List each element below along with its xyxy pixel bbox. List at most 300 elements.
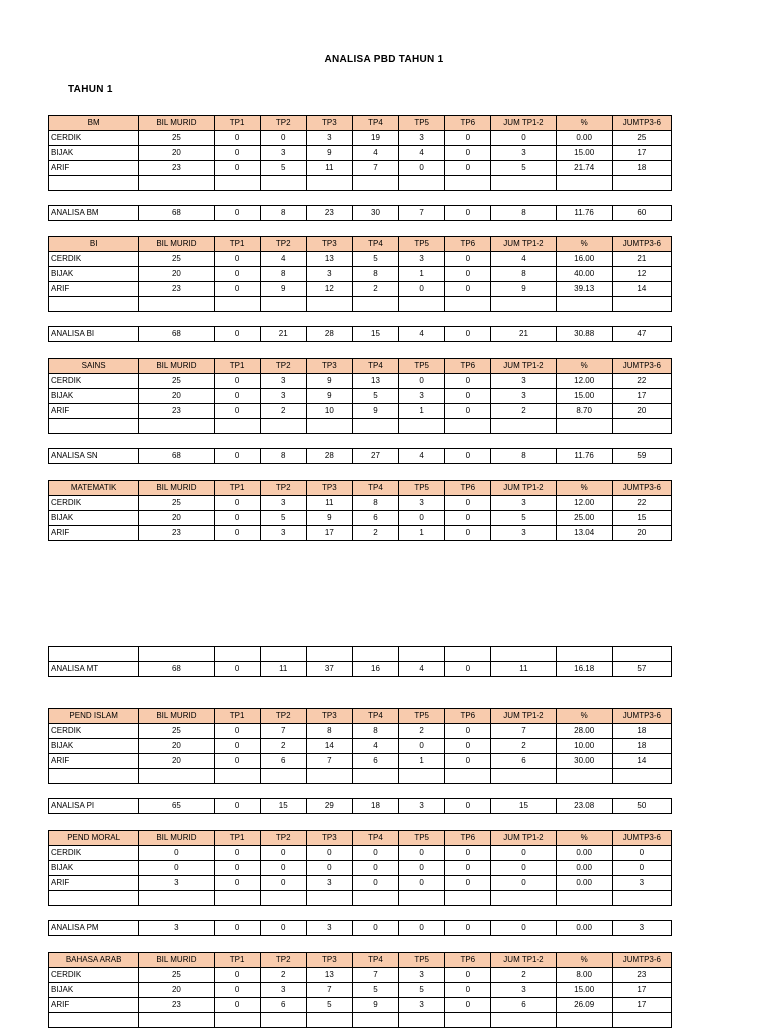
value-cell: 0 xyxy=(260,131,306,146)
subject-table-matematik-analisa xyxy=(48,646,672,677)
value-cell: 11.76 xyxy=(556,206,612,221)
table-row xyxy=(49,526,672,541)
value-cell: 12.00 xyxy=(556,496,612,511)
value-cell: 2 xyxy=(260,404,306,419)
value-cell: 4 xyxy=(352,146,398,161)
subject-table-bm xyxy=(48,115,672,221)
value-cell: 15 xyxy=(352,327,398,342)
analisa-row xyxy=(49,206,672,221)
value-cell: 6 xyxy=(352,511,398,526)
value-cell: 21 xyxy=(612,252,671,267)
value-cell: 9 xyxy=(352,998,398,1013)
column-header-cell: JUM TP1-2 xyxy=(491,359,556,374)
value-cell: 0.00 xyxy=(556,846,612,861)
column-header-cell: TP2 xyxy=(260,953,306,968)
value-cell: 5 xyxy=(352,983,398,998)
value-cell: 5 xyxy=(352,252,398,267)
blank-row xyxy=(49,891,672,906)
value-cell: 3 xyxy=(399,799,445,814)
value-cell: 8.00 xyxy=(556,968,612,983)
value-cell: 8 xyxy=(352,496,398,511)
empty-cell xyxy=(306,1013,352,1028)
value-cell: 25 xyxy=(139,496,214,511)
column-header-cell: JUMTP3-6 xyxy=(612,831,671,846)
value-cell: 1 xyxy=(399,267,445,282)
value-cell: 6 xyxy=(491,998,556,1013)
table-row xyxy=(49,968,672,983)
empty-cell xyxy=(139,769,214,784)
value-cell: 8 xyxy=(260,267,306,282)
value-cell: 8.70 xyxy=(556,404,612,419)
value-cell: 0 xyxy=(214,739,260,754)
analisa-row xyxy=(49,449,672,464)
value-cell: 5 xyxy=(491,161,556,176)
empty-cell xyxy=(306,769,352,784)
row-label-cell: BIJAK xyxy=(49,511,139,526)
value-cell: 0 xyxy=(214,526,260,541)
value-cell: 15 xyxy=(612,511,671,526)
empty-cell xyxy=(352,891,398,906)
value-cell: 0 xyxy=(445,449,491,464)
value-cell: 6 xyxy=(260,754,306,769)
value-cell: 20 xyxy=(139,389,214,404)
empty-cell xyxy=(260,1013,306,1028)
empty-cell xyxy=(139,906,214,921)
value-cell: 1 xyxy=(399,526,445,541)
empty-cell xyxy=(214,434,260,449)
column-header-cell: JUMTP3-6 xyxy=(612,116,671,131)
value-cell: 8 xyxy=(491,267,556,282)
empty-cell xyxy=(445,647,491,662)
value-cell: 39.13 xyxy=(556,282,612,297)
value-cell: 17 xyxy=(612,998,671,1013)
empty-cell xyxy=(445,191,491,206)
value-cell: 0 xyxy=(260,861,306,876)
row-label-cell: ANALISA BI xyxy=(49,327,139,342)
column-header-cell: TP2 xyxy=(260,709,306,724)
empty-cell xyxy=(260,191,306,206)
column-header-cell: TP5 xyxy=(399,831,445,846)
value-cell: 0 xyxy=(214,374,260,389)
row-label-cell: ARIF xyxy=(49,526,139,541)
blank-row xyxy=(49,647,672,662)
value-cell: 22 xyxy=(612,374,671,389)
value-cell: 8 xyxy=(260,449,306,464)
empty-cell xyxy=(612,784,671,799)
value-cell: 9 xyxy=(306,511,352,526)
value-cell: 3 xyxy=(260,146,306,161)
blank-row xyxy=(49,297,672,312)
value-cell: 9 xyxy=(352,404,398,419)
value-cell: 3 xyxy=(491,146,556,161)
spacer-row xyxy=(49,906,672,921)
value-cell: 0 xyxy=(306,846,352,861)
value-cell: 4 xyxy=(399,449,445,464)
value-cell: 0 xyxy=(491,876,556,891)
row-label-cell: CERDIK xyxy=(49,968,139,983)
column-header-cell: TP4 xyxy=(352,237,398,252)
empty-cell xyxy=(352,434,398,449)
value-cell: 0 xyxy=(214,389,260,404)
table-row xyxy=(49,267,672,282)
column-header-cell: TP3 xyxy=(306,359,352,374)
empty-cell xyxy=(214,312,260,327)
empty-cell xyxy=(612,647,671,662)
value-cell: 9 xyxy=(260,282,306,297)
row-label-cell: BIJAK xyxy=(49,146,139,161)
value-cell: 0 xyxy=(214,282,260,297)
empty-cell xyxy=(306,891,352,906)
empty-cell xyxy=(556,906,612,921)
value-cell: 68 xyxy=(139,327,214,342)
empty-cell xyxy=(306,784,352,799)
value-cell: 11.76 xyxy=(556,449,612,464)
column-header-cell: TP2 xyxy=(260,481,306,496)
column-header-cell: BIL MURID xyxy=(139,481,214,496)
row-label-cell: ANALISA PI xyxy=(49,799,139,814)
column-header-cell: TP4 xyxy=(352,709,398,724)
value-cell: 3 xyxy=(399,131,445,146)
empty-cell xyxy=(139,784,214,799)
value-cell: 5 xyxy=(306,998,352,1013)
value-cell: 23.08 xyxy=(556,799,612,814)
value-cell: 3 xyxy=(260,496,306,511)
empty-cell xyxy=(612,906,671,921)
column-header-cell: TP5 xyxy=(399,953,445,968)
value-cell: 20 xyxy=(139,267,214,282)
empty-cell xyxy=(556,312,612,327)
value-cell: 0 xyxy=(352,921,398,936)
value-cell: 13 xyxy=(306,252,352,267)
value-cell: 0 xyxy=(399,846,445,861)
value-cell: 18 xyxy=(612,739,671,754)
value-cell: 3 xyxy=(399,496,445,511)
value-cell: 4 xyxy=(260,252,306,267)
value-cell: 0 xyxy=(445,739,491,754)
value-cell: 23 xyxy=(139,404,214,419)
value-cell: 0 xyxy=(445,724,491,739)
value-cell: 0 xyxy=(445,876,491,891)
value-cell: 0 xyxy=(214,983,260,998)
value-cell: 23 xyxy=(139,526,214,541)
empty-cell xyxy=(214,176,260,191)
column-header-cell: JUMTP3-6 xyxy=(612,953,671,968)
empty-cell xyxy=(445,297,491,312)
column-header-cell: TP1 xyxy=(214,359,260,374)
column-header-cell: TP3 xyxy=(306,237,352,252)
empty-cell xyxy=(49,891,139,906)
empty-cell xyxy=(352,297,398,312)
table-row xyxy=(49,161,672,176)
empty-cell xyxy=(214,769,260,784)
table-row xyxy=(49,846,672,861)
column-header-cell: TP6 xyxy=(445,953,491,968)
blank-row xyxy=(49,1013,672,1028)
empty-cell xyxy=(399,297,445,312)
column-header-cell: TP5 xyxy=(399,237,445,252)
value-cell: 3 xyxy=(139,876,214,891)
row-label-cell: ARIF xyxy=(49,404,139,419)
empty-cell xyxy=(399,784,445,799)
empty-cell xyxy=(214,891,260,906)
empty-cell xyxy=(306,906,352,921)
column-header-cell: JUM TP1-2 xyxy=(491,237,556,252)
value-cell: 0 xyxy=(399,876,445,891)
analisa-row xyxy=(49,327,672,342)
column-header-cell: BIL MURID xyxy=(139,237,214,252)
empty-cell xyxy=(491,312,556,327)
value-cell: 0 xyxy=(491,846,556,861)
value-cell: 50 xyxy=(612,799,671,814)
empty-cell xyxy=(612,176,671,191)
value-cell: 12 xyxy=(612,267,671,282)
spacer-row xyxy=(49,312,672,327)
value-cell: 3 xyxy=(399,389,445,404)
empty-cell xyxy=(445,434,491,449)
empty-cell xyxy=(399,434,445,449)
column-header-cell: % xyxy=(556,237,612,252)
column-header-cell: TP3 xyxy=(306,709,352,724)
value-cell: 40.00 xyxy=(556,267,612,282)
row-label-cell: BIJAK xyxy=(49,267,139,282)
value-cell: 29 xyxy=(306,799,352,814)
column-header-cell: TP3 xyxy=(306,831,352,846)
empty-cell xyxy=(139,647,214,662)
value-cell: 3 xyxy=(306,876,352,891)
row-label-cell: CERDIK xyxy=(49,724,139,739)
value-cell: 0 xyxy=(491,861,556,876)
table-header-row xyxy=(49,116,672,131)
empty-cell xyxy=(612,891,671,906)
value-cell: 0 xyxy=(214,511,260,526)
value-cell: 0 xyxy=(214,131,260,146)
table-row xyxy=(49,131,672,146)
value-cell: 4 xyxy=(491,252,556,267)
empty-cell xyxy=(556,434,612,449)
table-row xyxy=(49,496,672,511)
value-cell: 3 xyxy=(399,252,445,267)
subject-header-cell: PEND MORAL xyxy=(49,831,139,846)
value-cell: 4 xyxy=(399,146,445,161)
value-cell: 0 xyxy=(214,252,260,267)
empty-cell xyxy=(139,176,214,191)
value-cell: 6 xyxy=(491,754,556,769)
empty-cell xyxy=(445,419,491,434)
row-label-cell: CERDIK xyxy=(49,131,139,146)
value-cell: 21.74 xyxy=(556,161,612,176)
spacer-row xyxy=(49,434,672,449)
empty-cell xyxy=(49,419,139,434)
subject-table-bahasa-arab xyxy=(48,952,672,1028)
row-label-cell: CERDIK xyxy=(49,374,139,389)
table-row xyxy=(49,374,672,389)
value-cell: 0 xyxy=(399,921,445,936)
row-label-cell: ANALISA PM xyxy=(49,921,139,936)
value-cell: 17 xyxy=(612,146,671,161)
value-cell: 14 xyxy=(612,754,671,769)
value-cell: 20 xyxy=(139,739,214,754)
column-header-cell: BIL MURID xyxy=(139,116,214,131)
analisa-row xyxy=(49,799,672,814)
empty-cell xyxy=(260,312,306,327)
subject-header-cell: BAHASA ARAB xyxy=(49,953,139,968)
value-cell: 7 xyxy=(352,968,398,983)
value-cell: 59 xyxy=(612,449,671,464)
row-label-cell: CERDIK xyxy=(49,846,139,861)
empty-cell xyxy=(306,434,352,449)
column-header-cell: TP5 xyxy=(399,359,445,374)
value-cell: 0.00 xyxy=(556,131,612,146)
value-cell: 0 xyxy=(352,876,398,891)
value-cell: 3 xyxy=(139,921,214,936)
value-cell: 4 xyxy=(352,739,398,754)
value-cell: 25 xyxy=(612,131,671,146)
value-cell: 17 xyxy=(612,983,671,998)
value-cell: 3 xyxy=(260,526,306,541)
value-cell: 3 xyxy=(399,998,445,1013)
empty-cell xyxy=(214,297,260,312)
empty-cell xyxy=(49,191,139,206)
value-cell: 2 xyxy=(260,968,306,983)
value-cell: 10.00 xyxy=(556,739,612,754)
value-cell: 16 xyxy=(352,662,398,677)
value-cell: 0 xyxy=(491,131,556,146)
value-cell: 3 xyxy=(260,983,306,998)
value-cell: 68 xyxy=(139,662,214,677)
value-cell: 0 xyxy=(445,146,491,161)
column-header-cell: JUM TP1-2 xyxy=(491,953,556,968)
value-cell: 0 xyxy=(445,799,491,814)
value-cell: 15.00 xyxy=(556,983,612,998)
value-cell: 0 xyxy=(491,921,556,936)
value-cell: 3 xyxy=(306,131,352,146)
value-cell: 2 xyxy=(491,739,556,754)
value-cell: 0 xyxy=(445,496,491,511)
empty-cell xyxy=(306,312,352,327)
column-header-cell: JUMTP3-6 xyxy=(612,359,671,374)
column-header-cell: TP1 xyxy=(214,953,260,968)
empty-cell xyxy=(556,1013,612,1028)
value-cell: 0 xyxy=(214,404,260,419)
value-cell: 3 xyxy=(306,267,352,282)
empty-cell xyxy=(139,312,214,327)
value-cell: 3 xyxy=(491,496,556,511)
empty-cell xyxy=(352,191,398,206)
value-cell: 8 xyxy=(491,206,556,221)
empty-cell xyxy=(49,1013,139,1028)
value-cell: 20 xyxy=(139,754,214,769)
value-cell: 11 xyxy=(260,662,306,677)
value-cell: 26.09 xyxy=(556,998,612,1013)
column-header-cell: TP6 xyxy=(445,237,491,252)
value-cell: 0 xyxy=(214,799,260,814)
empty-cell xyxy=(399,176,445,191)
value-cell: 0.00 xyxy=(556,861,612,876)
row-label-cell: ARIF xyxy=(49,161,139,176)
value-cell: 2 xyxy=(352,282,398,297)
table-row xyxy=(49,404,672,419)
empty-cell xyxy=(260,891,306,906)
value-cell: 18 xyxy=(612,724,671,739)
row-label-cell: BIJAK xyxy=(49,739,139,754)
table-row xyxy=(49,511,672,526)
value-cell: 9 xyxy=(306,389,352,404)
value-cell: 28 xyxy=(306,449,352,464)
column-header-cell: TP4 xyxy=(352,831,398,846)
empty-cell xyxy=(445,906,491,921)
empty-cell xyxy=(491,434,556,449)
table-row xyxy=(49,998,672,1013)
empty-cell xyxy=(49,312,139,327)
value-cell: 0 xyxy=(399,511,445,526)
value-cell: 7 xyxy=(306,754,352,769)
table-header-row xyxy=(49,481,672,496)
value-cell: 0 xyxy=(445,161,491,176)
empty-cell xyxy=(214,419,260,434)
value-cell: 0 xyxy=(445,921,491,936)
value-cell: 11 xyxy=(306,496,352,511)
subject-table-pend-islam xyxy=(48,708,672,814)
value-cell: 20 xyxy=(612,404,671,419)
column-header-cell: JUMTP3-6 xyxy=(612,237,671,252)
column-header-cell: TP1 xyxy=(214,116,260,131)
value-cell: 0 xyxy=(445,282,491,297)
value-cell: 21 xyxy=(260,327,306,342)
value-cell: 65 xyxy=(139,799,214,814)
value-cell: 8 xyxy=(491,449,556,464)
column-header-cell: BIL MURID xyxy=(139,359,214,374)
empty-cell xyxy=(139,434,214,449)
empty-cell xyxy=(260,784,306,799)
empty-cell xyxy=(612,297,671,312)
value-cell: 14 xyxy=(612,282,671,297)
page-title: ANALISA PBD TAHUN 1 xyxy=(324,54,444,65)
table-header-row xyxy=(49,953,672,968)
empty-cell xyxy=(49,297,139,312)
value-cell: 20 xyxy=(612,526,671,541)
empty-cell xyxy=(139,891,214,906)
empty-cell xyxy=(352,784,398,799)
value-cell: 17 xyxy=(612,389,671,404)
table-row xyxy=(49,861,672,876)
value-cell: 0 xyxy=(214,998,260,1013)
value-cell: 0 xyxy=(214,327,260,342)
value-cell: 0 xyxy=(139,846,214,861)
value-cell: 0 xyxy=(214,206,260,221)
subject-header-cell: BI xyxy=(49,237,139,252)
column-header-cell: TP5 xyxy=(399,709,445,724)
empty-cell xyxy=(306,419,352,434)
empty-cell xyxy=(612,419,671,434)
column-header-cell: TP2 xyxy=(260,237,306,252)
column-header-cell: TP6 xyxy=(445,709,491,724)
column-header-cell: BIL MURID xyxy=(139,831,214,846)
value-cell: 0 xyxy=(445,662,491,677)
value-cell: 0 xyxy=(399,374,445,389)
value-cell: 13.04 xyxy=(556,526,612,541)
column-header-cell: TP3 xyxy=(306,953,352,968)
table-row xyxy=(49,983,672,998)
table-header-row xyxy=(49,709,672,724)
blank-row xyxy=(49,176,672,191)
page-subtitle: TAHUN 1 xyxy=(68,84,113,95)
row-label-cell: BIJAK xyxy=(49,389,139,404)
value-cell: 25 xyxy=(139,968,214,983)
empty-cell xyxy=(49,434,139,449)
value-cell: 0 xyxy=(445,754,491,769)
empty-cell xyxy=(214,1013,260,1028)
value-cell: 6 xyxy=(352,754,398,769)
